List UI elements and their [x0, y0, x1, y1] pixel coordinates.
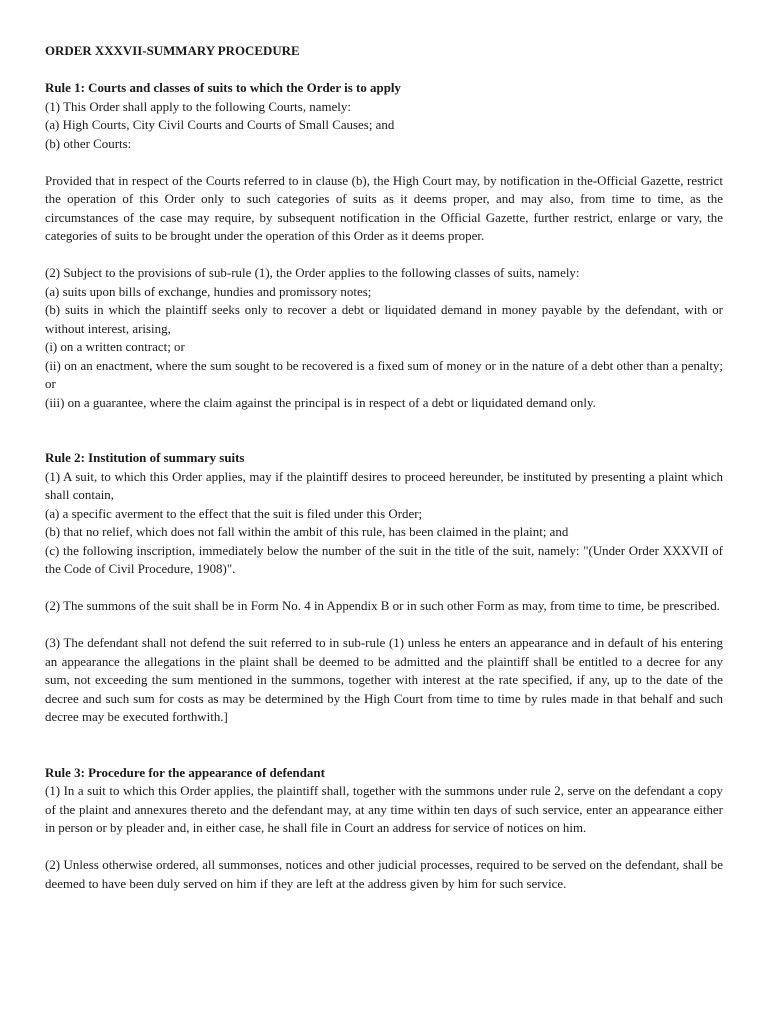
rule1-heading: Rule 1: Courts and classes of suits to which the Order is to apply [45, 81, 401, 95]
rule1-sub2-line: (iii) on a guarantee, where the claim against the principal is in respect of a debt or liquidated demand only. [45, 395, 596, 410]
document-title: ORDER XXXVII-SUMMARY PROCEDURE [45, 44, 300, 58]
rule1-sub2-line: (2) Subject to the provisions of sub-rule (1), the Order applies to the following classes of suits, namely: [45, 266, 580, 280]
rule3-sub2: (2) Unless otherwise ordered, all summonses, notices and other judicial processes, required to be served on the defendant, shall be deemed to have been duly served on him if they are left at the address given by him for such service. [45, 858, 723, 891]
rule2-sub1-line: (c) the following inscription, immediately below the number of the suit in the title of the suit, namely: "(Under Order XXXVII of the Code of Civil Procedure, 1908)". [45, 543, 723, 576]
rule1-sub2-line: (ii) on an enactment, where the sum sought to be recovered is a fixed sum of money or in the nature of a debt other than a penalty; or [45, 358, 723, 391]
rule2-sub3: (3) The defendant shall not defend the suit referred to in sub-rule (1) unless he enters an appearance and in default of his entering an appearance the allegations in the plaint shall be deemed to be admitted and the plaintiff shall be entitled to a decree for any sum, not exceeding the sum mentioned in the summons, together with interest at the rate specified, if any, up to the date of the decree and such sum for costs as may be determined by the High Court from time to time by rules made in that behalf and such decree may be executed forthwith.] [45, 636, 723, 724]
rule2-sub1-line: (b) that no relief, which does not fall within the ambit of this rule, has been claimed in the plaint; and [45, 525, 569, 539]
rule1-line: (1) This Order shall apply to the following Courts, namely: [45, 99, 351, 114]
rule1-sub2-line: (a) suits upon bills of exchange, hundies and promissory notes; [45, 284, 372, 299]
rule1-sub2-line: (b) suits in which the plaintiff seeks only to recover a debt or liquidated demand in money payable by the defendant, with or without interest, arising, [45, 303, 723, 336]
rule2-sub1-line: (a) a specific averment to the effect that the suit is filed under this Order; [45, 506, 423, 521]
rule3-heading: Rule 3: Procedure for the appearance of defendant [45, 765, 325, 780]
rule3-sub1: (1) In a suit to which this Order applies, the plaintiff shall, together with the summons under rule 2, serve on the defendant a copy of the plaint and annexures thereto and the defendant may, at any time within ten days of such service, enter an appearance either in person or by pleader and, in either case, he shall file in Court an address for service of notices on him. [45, 784, 723, 835]
rule2-sub1-line: (1) A suit, to which this Order applies, may if the plaintiff desires to proceed hereunder, be instituted by presenting a plaint which shall contain, [45, 469, 723, 502]
rule1-proviso: Provided that in respect of the Courts referred to in clause (b), the High Court may, by notification in the-Official Gazette, restrict the operation of this Order only to such categories of suits as it deems proper, and may also, from time to time, as the circumstances of the case may require, by subsequent notification in the Official Gazette, further restrict, enlarge or vary, the categories of suits to be brought under the operation of this Order as it deems proper. [45, 173, 723, 243]
rule1-line: (a) High Courts, City Civil Courts and Courts of Small Causes; and [45, 118, 395, 132]
rule1-line: (b) other Courts: [45, 136, 132, 151]
rule2-sub2: (2) The summons of the suit shall be in Form No. 4 in Appendix B or in such other Form as may, from time to time, be prescribed. [45, 599, 720, 613]
rule2-heading: Rule 2: Institution of summary suits [45, 451, 245, 465]
rule1-sub2-line: (i) on a written contract; or [45, 340, 185, 354]
